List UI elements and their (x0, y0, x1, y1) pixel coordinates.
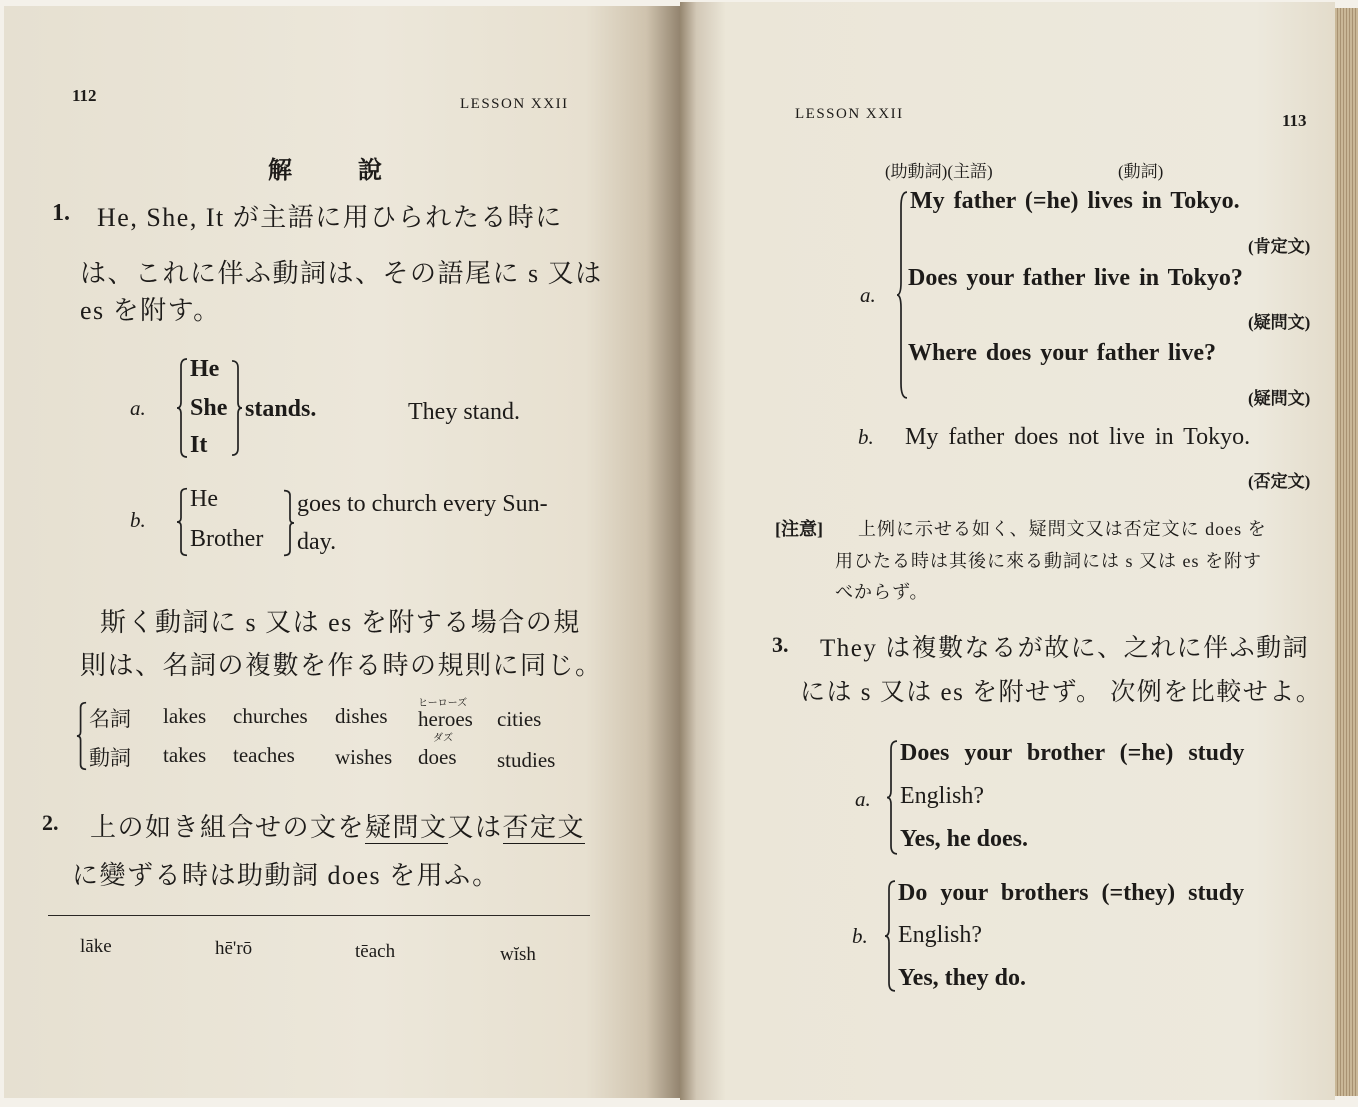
table-row-label-noun: 名詞 (89, 707, 131, 731)
example-a-label: a. (130, 396, 146, 420)
affirmative-sentence: My father (=he) lives in Tokyo. (910, 188, 1240, 214)
right-example-a-label: a. (860, 283, 876, 307)
compare-b-brace (884, 880, 896, 992)
example-a-right-brace (231, 360, 243, 456)
example-b-left-brace (176, 488, 188, 556)
right-page-number: 113 (1282, 111, 1307, 130)
example-a-plural: They stand. (408, 399, 520, 425)
rule3-line-1: They は複數なるが故に、之れに伴ふ動詞 (820, 635, 1310, 662)
section-title: 解 說 (268, 158, 412, 184)
example-b-subject-he: He (190, 486, 218, 512)
example-a-subject-she: She (190, 395, 228, 421)
table-verb-word: teaches (233, 743, 295, 767)
table-verb-word: wishes (335, 745, 393, 769)
paragraph-line-2: 則は、名詞の複數を作る時の規則に同じ。 (80, 651, 603, 680)
compare-b-line-2: English? (898, 922, 982, 948)
compare-a-line-2: English? (900, 783, 984, 809)
table-noun-word: lakes (163, 704, 207, 728)
right-running-head: LESSON XXII (795, 106, 904, 122)
note-line-1: 上例に示せる如く、疑問文又は否定文に does を (858, 519, 1267, 539)
rule2-text-part: 又は (447, 813, 503, 842)
note-label: [注意] (775, 519, 823, 539)
note-line-2: 用ひたる時は其後に來る動詞には s 又は es を附す (835, 551, 1262, 571)
left-page-number: 112 (72, 86, 97, 105)
example-a-left-brace (176, 358, 188, 458)
example-b-predicate-2: day. (297, 529, 337, 555)
interrogative-sentence-1: Does your father live in Tokyo? (908, 265, 1243, 291)
rule3-line-2: には s 又は es を附せず。 次例を比較せよ。 (800, 679, 1323, 706)
tag-affirmative: (肯定文) (1248, 237, 1311, 256)
table-verb-word: does (418, 745, 457, 769)
table-verb-word: studies (497, 748, 556, 772)
table-noun-word: dishes (335, 704, 388, 728)
paragraph-line-1: 斯く動詞に s 又は es を附する場合の規 (100, 608, 581, 637)
column-label-verb: (動詞) (1118, 162, 1164, 181)
example-b-predicate-1: goes to church every Sun- (297, 491, 548, 517)
rule1-number: 1. (52, 200, 70, 226)
rule2-line-2: に變ずる時は助動詞 does を用ふ。 (72, 861, 500, 890)
compare-b-label: b. (852, 924, 868, 948)
example-a-big-brace (896, 190, 908, 400)
underlined-term-negative: 否定文 (502, 813, 586, 842)
pronunciation-wish: wĭsh (500, 944, 536, 965)
rule1-line-1: He, She, It が主語に用ひられたる時に (97, 203, 563, 232)
rule1-line-2: は、これに伴ふ動詞は、その語尾に s 又は (80, 259, 603, 288)
rule2-text-part: 上の如き組合せの文を (90, 813, 366, 842)
interrogative-sentence-2: Where does your father live? (908, 340, 1216, 366)
ruby-does: ダズ (433, 733, 453, 744)
example-a-subject-he: He (190, 356, 220, 382)
rule3-number: 3. (772, 632, 789, 657)
table-brace (76, 702, 87, 770)
table-row-label-verb: 動詞 (89, 746, 131, 770)
pronunciation-hero: hē'rō (215, 938, 253, 959)
table-noun-word: cities (497, 707, 542, 731)
ruby-heroes: ヒーローズ (418, 698, 468, 709)
right-example-b-label: b. (858, 425, 874, 449)
underlined-term-interrogative: 疑問文 (365, 813, 448, 842)
rule1-line-3: es を附す。 (80, 296, 221, 325)
example-a-verb: stands. (245, 396, 317, 422)
pronunciation-lake: lāke (80, 936, 112, 957)
example-b-label: b. (130, 508, 146, 532)
note-line-3: べからず。 (835, 582, 929, 602)
table-noun-word: churches (233, 704, 308, 728)
compare-a-line-1: Does your brother (=he) study (900, 740, 1245, 766)
compare-a-brace (886, 740, 898, 855)
negative-sentence: My father does not live in Tokyo. (905, 424, 1251, 450)
table-noun-word: heroes (418, 707, 473, 731)
example-b-right-brace (283, 490, 295, 556)
left-running-head: LESSON XXII (460, 96, 569, 112)
compare-b-line-3: Yes, they do. (898, 965, 1027, 991)
rule2-number: 2. (42, 810, 59, 835)
compare-a-line-3: Yes, he does. (900, 826, 1029, 852)
column-label-aux-subject: (助動詞)(主語) (885, 162, 993, 181)
compare-a-label: a. (855, 787, 871, 811)
pronunciation-teach: tēach (355, 941, 396, 962)
compare-b-line-1: Do your brothers (=they) study (898, 880, 1245, 906)
table-verb-word: takes (163, 743, 207, 767)
footnote-divider (48, 915, 590, 916)
rule2-line-1 (90, 807, 585, 844)
example-a-subject-it: It (190, 432, 208, 458)
page-stack-edge (1335, 8, 1358, 1096)
example-b-subject-brother: Brother (190, 526, 264, 552)
tag-negative: (否定文) (1248, 472, 1311, 491)
tag-interrogative-2: (疑問文) (1248, 389, 1311, 408)
tag-interrogative-1: (疑問文) (1248, 313, 1311, 332)
